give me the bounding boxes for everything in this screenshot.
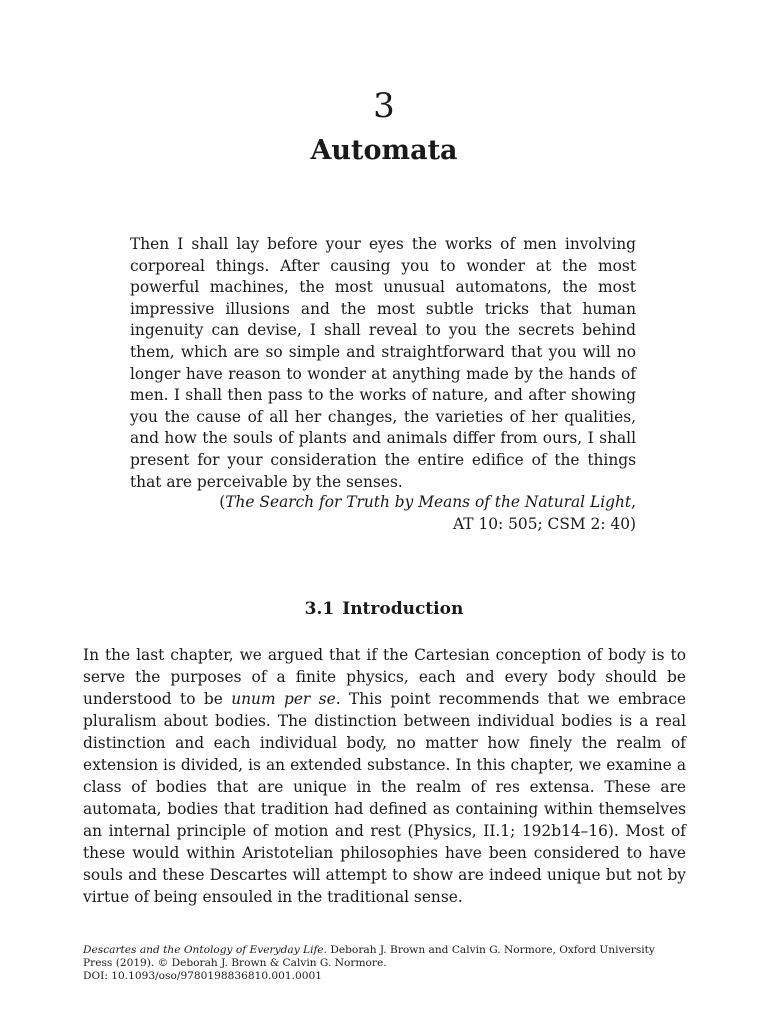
epigraph-line: longer have reason to wonder at anything made by the hands of bbox=[130, 364, 636, 383]
epigraph-citation bbox=[130, 491, 636, 535]
citation-reference: AT 10: 505; CSM 2: 40) bbox=[453, 515, 636, 533]
body-line-text: . This point recommends that we embrace bbox=[335, 690, 686, 708]
body-line-text: understood to be bbox=[83, 690, 232, 708]
footnote-line: Press (2019). © Deborah J. Brown & Calvin G. Normore. bbox=[83, 957, 387, 970]
citation-title: The Search for Truth by Means of the Natural Light bbox=[225, 493, 632, 511]
publication-footnote bbox=[83, 944, 686, 984]
epigraph-line: and how the souls of plants and animals differ from ours, I shall bbox=[130, 429, 636, 448]
chapter-number: 3 bbox=[373, 86, 395, 126]
section-heading bbox=[0, 597, 768, 621]
epigraph-line: them, which are so simple and straightforward that you will no bbox=[130, 342, 636, 361]
epigraph-line: corporeal things. After causing you to wonder at the most bbox=[130, 256, 636, 275]
epigraph-line: powerful machines, the most unusual automatons, the most bbox=[130, 278, 636, 297]
epigraph-line: Then I shall lay before your eyes the works of men involving bbox=[130, 235, 636, 253]
body-line: souls and these Descartes will attempt to show are indeed unique but not by bbox=[83, 866, 686, 884]
chapter-title: Automata bbox=[310, 135, 458, 166]
section-number: 3.1 bbox=[304, 599, 335, 619]
epigraph-line: present for your consideration the entire edifice of the things bbox=[130, 450, 636, 469]
body-line: distinction and each individual body, no matter how finely the realm of bbox=[83, 734, 686, 752]
epigraph-line: ingenuity can devise, I shall reveal to you the secrets behind bbox=[130, 321, 636, 340]
body-line: an internal principle of motion and rest (Physics, II.1; 192b14–16). Most of bbox=[83, 822, 686, 840]
footnote-authors: . Deborah J. Brown and Calvin G. Normore, Oxford University bbox=[323, 944, 655, 956]
body-line: these would within Aristotelian philosophies have been considered to have bbox=[83, 844, 686, 862]
body-line: In the last chapter, we argued that if the Cartesian conception of body is to bbox=[83, 646, 686, 664]
body-line bbox=[83, 688, 686, 710]
section-title: Introduction bbox=[342, 599, 464, 619]
body-line: automata, bodies that tradition had defined as containing within themselves bbox=[83, 800, 686, 818]
body-emphasis: unum per se bbox=[231, 690, 336, 708]
epigraph-line: that are perceivable by the senses. bbox=[130, 472, 403, 491]
footnote-doi: DOI: 10.1093/oso/9780198836810.001.0001 bbox=[83, 970, 322, 983]
body-paragraph bbox=[83, 644, 686, 908]
body-line: class of bodies that are unique in the realm of res extensa. These are bbox=[83, 778, 686, 796]
epigraph-quote bbox=[130, 234, 636, 493]
body-line: pluralism about bodies. The distinction between individual bodies is a real bbox=[83, 712, 686, 730]
epigraph-line: men. I shall then pass to the works of nature, and after showing bbox=[130, 386, 636, 405]
footnote-line bbox=[83, 944, 686, 957]
epigraph-line: you the cause of all her changes, the varieties of her qualities, bbox=[130, 407, 636, 426]
body-line: virtue of being ensouled in the traditional sense. bbox=[83, 888, 463, 906]
body-line: extension is divided, is an extended substance. In this chapter, we examine a bbox=[83, 756, 686, 774]
body-line: serve the purposes of a finite physics, each and every body should be bbox=[83, 668, 686, 686]
citation-open-paren: ( bbox=[219, 493, 226, 511]
citation-comma: , bbox=[631, 493, 636, 511]
footnote-book-title: Descartes and the Ontology of Everyday Life bbox=[83, 944, 324, 956]
citation-title-line bbox=[130, 491, 636, 513]
epigraph-line: impressive illusions and the most subtle tricks that human bbox=[130, 299, 636, 318]
